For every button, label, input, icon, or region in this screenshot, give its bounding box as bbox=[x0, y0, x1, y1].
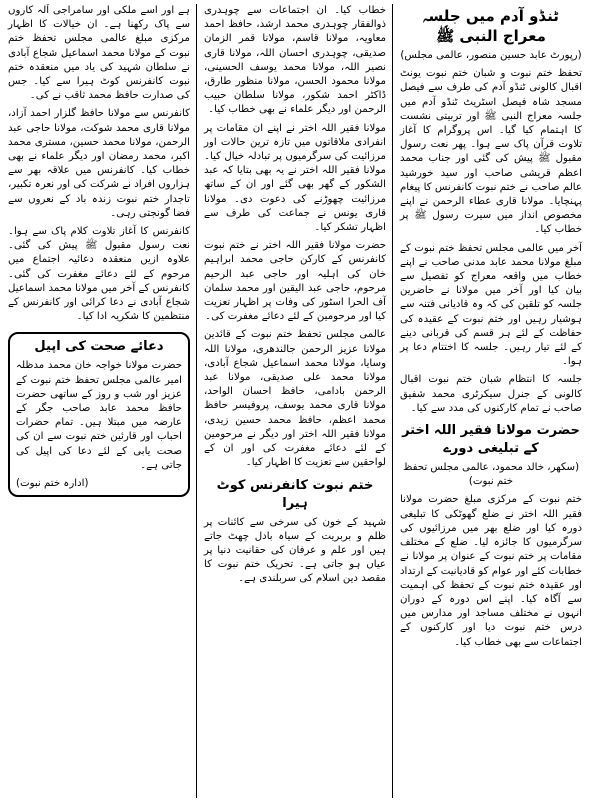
column-middle bbox=[200, 4, 390, 798]
article-paragraph: آخر میں عالمی مجلس تحفظ ختم نبوت کے مبلغ مولانا محمد عابد مدنی صاحب نے اپنے خطاب میں واقعہ معراج کو تفصیل سے بیان کیا اور آخر میں مولانا نے حاضرین جلسہ کو تلقین کی کہ وہ قادیانی فتنہ سے ہوشیار رہیں اور ختم نبوت کے عقیدہ کی حفاظت کے لئے ہر قسم کی قربانی دینے کے لئے تیار رہیں۔ جلسہ کا اختتام دعا پر ہوا۔ bbox=[400, 242, 582, 368]
article-paragraph: کانفرنس کا آغاز تلاوت کلام پاک سے ہوا۔ نعت رسول مقبول ﷺ پیش کی گئی۔ علاوہ ازیں منعقدہ دعائیہ اجتماع میں مرحوم کے لئے دعائے مغفرت کی گئی۔ کانفرنس کے آخر میں مولانا محمد اسماعیل شجاع آبادی نے دعا کرائی اور کانفرنس کے منتظمین کا شکریہ ادا کیا۔ bbox=[8, 226, 190, 323]
appeal-title: دعائے صحت کی اپیل bbox=[34, 339, 164, 355]
article-paragraph: ہے اور اسے ملکی اور سامراجی آلہ کاروں سے پاک رکھنا ہے۔ ان خیالات کا اظہار مرکزی مبلغ عالمی مجلس تحفظ ختم نبوت کے مولانا محمد اسماعیل شجاع آبادی نے سلطان شہید کی یاد میں منعقدہ ختم نبوت کانفرنس کوٹ ہیرا سے کیا۔ جس کی صدارت حافظ محمد ثاقب نے کی۔ bbox=[8, 5, 190, 102]
article-paragraph: خطاب کیا۔ ان اجتماعات سے چوہدری ذوالفقار چوہدری محمد ارشد، حافظ احمد معاویہ، مولانا قاسم، مولانا قمر الزمان صدیقی، چوہدری احسان اللہ، مولانا قاری نصیر اللہ، مولانا محمد یوسف الحسینی، مولانا محمود الحسن، مولانا منظور طارق، ڈاکٹر احمد شکور، مولانا سلطان حبیب الرحمن اور دیگر علماء نے بھی خطاب کیا۔ bbox=[204, 5, 386, 116]
article-paragraph: مولانا فقیر اللہ اختر نے اپنے ان مقامات پر انفرادی ملاقاتوں میں تازہ ترین حالات اور مرزائیت کی سرگرمیوں پر تبادلہ خیال کیا۔ مولانا فقیر اللہ اختر نے یہ بھی بتایا کہ عبد الشکور کے گھر بھی گئے اور ان کے ساتھ مرزائیت چھوڑنے کی دعوت دی۔ مولانا قاری یونس نے جماعت کی طرف سے اظہار تشکر کیا۔ bbox=[204, 122, 386, 234]
column-divider bbox=[392, 4, 393, 798]
article-byline: (سکھر، خالد محمود، عالمی مجلس تحفظ ختم نبوت) bbox=[402, 462, 580, 488]
article-title: ختم نبوت کانفرنس کوٹ ہیرا bbox=[216, 477, 374, 511]
article-paragraph: شہید کے خون کی سرخی سے کائنات پر ظلم و بربریت کے سیاہ بادل چھٹ جاتے ہیں اور علم و عرفان کی حقانیت دنیا پر عیاں ہو جاتی ہے۔ تحریک ختم نبوت کا مقصد دین اسلام کی سربلندی ہے۔ bbox=[204, 516, 386, 585]
article-paragraph: ختم نبوت کے مرکزی مبلغ حضرت مولانا فقیر اللہ اختر نے ضلع گھوٹکی کا تبلیغی دورہ کیا اور ضلع بھر میں مرزائیوں کی سرگرمیوں کا جائزہ لیا۔ ضلع کے مختلف مقامات پر ختم نبوت کے عنوان پر مولانا نے خطابات کئے اور عوام کو قادیانیت کے ارتداد اور عقیدہ ختم نبوت کے تحفظ کی اہمیت سے آگاہ کیا۔ اپنے اس دورہ کے دوران انہوں نے مختلف مساجد اور مدارس میں درس ختم نبوت دیا اور کارکنوں کے اجتماعات سے بھی خطاب کیا۔ bbox=[400, 494, 582, 648]
column-right bbox=[396, 4, 586, 798]
appeal-text: حضرت مولانا خواجہ خان محمد مدظلہ امیر عالمی مجلس تحفظ ختم نبوت کے عزیز اور شب و روز کے ساتھی حضرت حافظ محمد عابد صاحب جگر کے عارضہ میں مبتلا ہیں۔ تمام حضرات احباب اور قارئین ختم نبوت سے ان کی صحت یابی کے لئے دعا کی اپیل کی جاتی ہے۔ bbox=[16, 360, 182, 471]
article-paragraph: تحفظ ختم نبوت و شبان ختم نبوت یونٹ اقبال کالونی ٹنڈو آدم کی طرف سے فیصل مسجد شاہ فیصل اسٹریٹ ٹنڈو آدم میں جلسہ معراج النبی ﷺ اور تربیتی نشست کا اہتمام کیا گیا۔ اس پروگرام کا آغاز تلاوت قرآن پاک سے ہوا۔ پھر نعت رسول مقبول ﷺ پیش کی گئی اور جناب محمد اعظم قریشی صاحب اور سید خورشید عالم صاحب نے ختم نبوت کانفرنس کا پیغام پہنچایا۔ مولانا قاری عطاء الرحمن نے اپنے مخصوص انداز میں سیرت رسول ﷺ پر خطاب کیا۔ bbox=[400, 68, 582, 236]
article-title: حضرت مولانا فقیر اللہ اختر کے تبلیغی دورے bbox=[402, 423, 580, 457]
appeal-signature: (ادارہ ختم نبوت) bbox=[16, 478, 89, 490]
article-paragraph: کانفرنس سے مولانا حافظ گلزار احمد آزاد، مولانا قاری محمد شوکت، مولانا حاجی عبد الرحمن، مولانا محمد حسین، مستری محمد اکبر، محمد رمضان اور دیگر علماء نے بھی خطاب کیا۔ کانفرنس میں علاقہ بھر سے ہزاروں افراد نے شرکت کی اور نعرہ تکبیر، تاجدار ختم نبوت زندہ باد کے نعروں سے فضا گونجتی رہی۔ bbox=[8, 108, 190, 219]
article-byline: (رپورٹ عابد حسین منصور، عالمی مجلس) bbox=[400, 50, 582, 61]
appeal-box bbox=[8, 332, 190, 497]
article-paragraph: جلسہ کا انتظام شبان ختم نبوت اقبال کالونی کے جنرل سیکرٹری محمد شفیق صاحب نے تمام کارکنوں کی مدد سے کیا۔ bbox=[400, 374, 582, 414]
article-paragraph: عالمی مجلس تحفظ ختم نبوت کے قائدین مولانا عزیز الرحمن جالندھری، مولانا اللہ وسایا، مولانا محمد اسماعیل شجاع آبادی، مولانا محمد علی صدیقی، مولانا عبد الرحمن بادامی، حافظ احسان الواحد، مولانا قاری محمد یوسف، پروفیسر حافظ محمد اعظم، حافظ محمد حسین زیدی، مولانا فقیر اللہ اختر اور دیگر نے مرحومین کے لئے دعائے مغفرت کی اور ان کے لواحقین سے تعزیت کا اظہار کیا۔ bbox=[204, 329, 386, 469]
article-paragraph: حضرت مولانا فقیر اللہ اختر نے ختم نبوت کانفرنس کے کارکن حاجی محمد ابراہیم خان کی اہلیہ اور حاجی عبد الرحیم مرحوم، حاجی عبد الیقین اور محمد سلمان آف الحرا اسٹور کی وفات پر اظہار تعزیت کیا اور مرحومین کے لئے دعائے مغفرت کی۔ bbox=[204, 240, 386, 323]
column-divider bbox=[196, 4, 197, 798]
column-left bbox=[4, 4, 194, 798]
article-title: ٹنڈو آدم میں جلسہ معراج النبی ﷺ bbox=[423, 7, 559, 45]
